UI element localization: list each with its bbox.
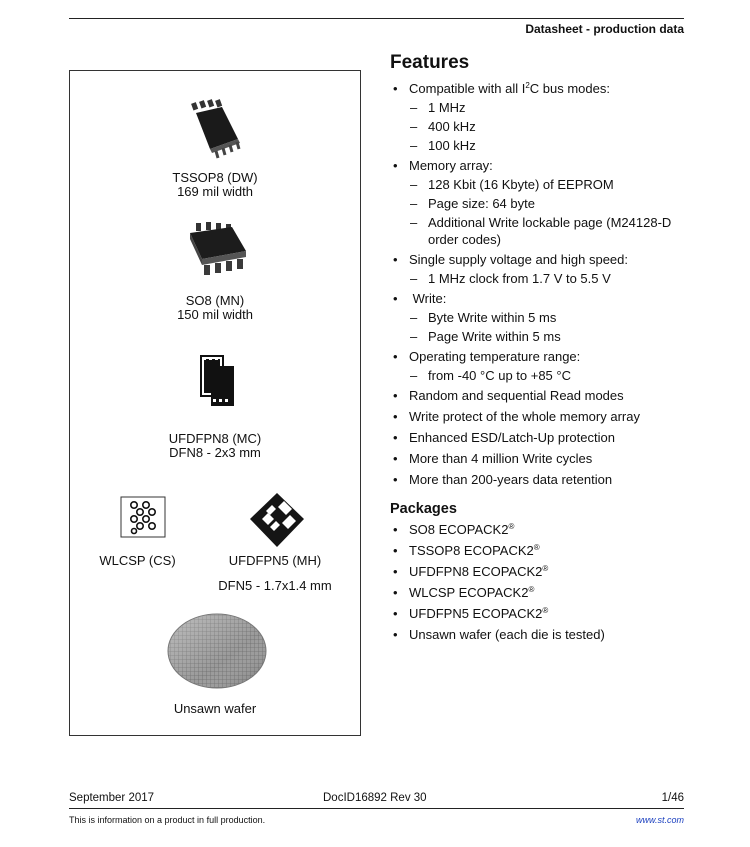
unsawn-wafer-image [166,611,268,691]
so8-package-image [184,221,250,279]
datasheet-header: Datasheet - production data [525,22,684,36]
features-column [390,52,690,647]
feature-subitem: – 100 kHz [409,137,690,154]
wlcsp-package-image [120,496,166,538]
wafer-caption: Unsawn wafer [173,701,257,716]
ufdfpn8-caption: UFDFPN8 (MC) DFN8 - 2x3 mm [168,431,262,460]
ufdfpn5-caption: UFDFPN5 (MH) DFN5 - 1.7x1.4 mm [218,553,332,593]
feature-item: • Write: – Byte Write within 5 ms – Page Write within 5 ms [390,290,690,345]
feature-item: • Memory array: – 128 Kbit (16 Kbyte) of EEPROM – Page size: 64 byte – Additional Write lockable page (M24128-D order codes) [390,157,690,248]
feature-item: • Single supply voltage and high speed: – 1 MHz clock from 1.7 V to 5.5 V [390,251,690,287]
feature-subitem: – 1 MHz [409,99,690,116]
footer-rule [69,808,684,809]
feature-item: • Enhanced ESD/Latch-Up protection [390,429,690,447]
feature-item: • Random and sequential Read modes [390,387,690,405]
features-heading: Features [390,52,470,73]
feature-subitem: – Byte Write within 5 ms [409,309,690,326]
feature-item: • More than 200-years data retention [390,471,690,489]
package-item: • SO8 ECOPACK2® [390,521,690,539]
footer-date: September 2017 [69,792,155,804]
package-item: • WLCSP ECOPACK2® [390,584,690,602]
wlcsp-caption: WLCSP (CS) [99,553,176,568]
feature-item: • Operating temperature range: – from -40 °C up to +85 °C [390,348,690,384]
features-list [390,80,690,489]
feature-item: • Compatible with all $I^2C$ bus modes: – 1 MHz – 400 kHz – 100 kHz [390,80,690,154]
top-rule [69,18,684,19]
feature-item: • More than 4 million Write cycles [390,450,690,468]
so8-caption: SO8 (MN) 150 mil width [177,293,253,322]
feature-subitem: – Page size: 64 byte [409,195,690,212]
package-item: • TSSOP8 ECOPACK2® [390,542,690,560]
feature-subitem: – 128 Kbit (16 Kbyte) of EEPROM [409,176,690,193]
package-item: • Unsawn wafer (each die is tested) [390,626,690,644]
packages-heading: Packages [390,501,457,517]
tssop8-package-image [188,99,244,159]
feature-item: • Write protect of the whole memory array [390,408,690,426]
feature-subitem: – Page Write within 5 ms [409,328,690,345]
ufdfpn5-package-image [248,491,306,549]
footer-url-link[interactable]: www.st.com [635,815,684,825]
footer-doc-id: DocID16892 Rev 30 [323,792,427,804]
packages-list [390,521,690,644]
feature-subitem: – 1 MHz clock from 1.7 V to 5.5 V [409,270,690,287]
tssop8-caption: TSSOP8 (DW) 169 mil width [172,170,258,199]
package-item: • UFDFPN8 ECOPACK2® [390,563,690,581]
feature-subitem: – from -40 °C up to +85 °C [409,367,690,384]
feature-subitem: – 400 kHz [409,118,690,135]
feature-subitem: – Additional Write lockable page (M24128-D order codes) [409,214,690,248]
footer-page-number: 1/46 [661,792,684,804]
footer-note: This is information on a product in full production. [69,815,266,825]
package-images-panel [69,70,361,736]
ufdfpn8-package-image [200,355,236,407]
package-item: • UFDFPN5 ECOPACK2® [390,605,690,623]
